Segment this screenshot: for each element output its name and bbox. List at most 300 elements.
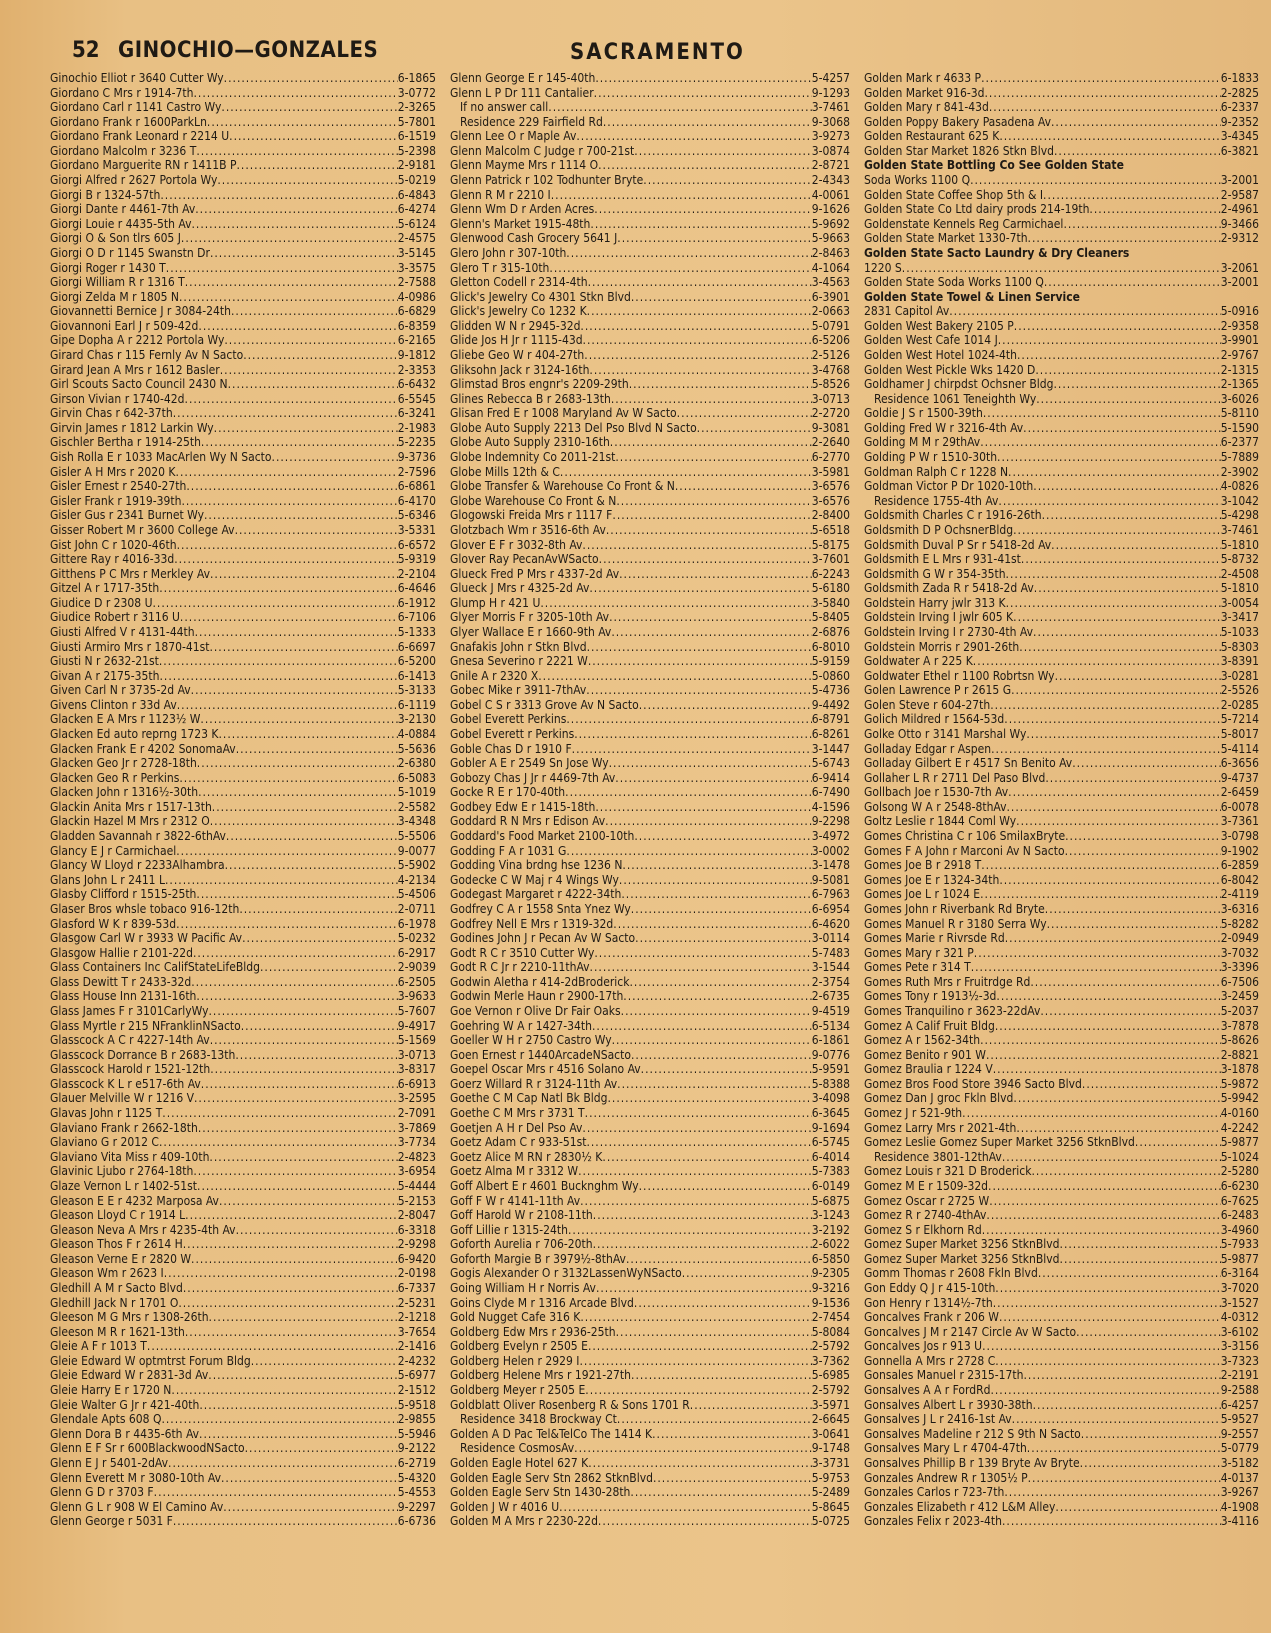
listing-entry <box>450 1266 850 1281</box>
listing-name: Godwin Merle Haun r 2900-17th <box>450 989 624 1004</box>
listing-entry <box>450 567 850 582</box>
leader-dots <box>598 158 812 173</box>
listing-name: Residence 1755-4th Av <box>874 493 999 508</box>
listing-entry <box>864 1252 1259 1267</box>
phone-number: 9-1694 <box>811 1120 850 1135</box>
leader-dots <box>991 742 1221 757</box>
listing-name: Glaviano Vita Miss r 409-10th <box>50 1149 210 1164</box>
leader-dots <box>239 902 397 917</box>
listing-entry <box>450 1281 850 1296</box>
leader-dots <box>195 202 398 217</box>
listing-name: Goethe C M Cap Natl Bk Bldg <box>450 1091 608 1106</box>
phone-number: 3-7869 <box>397 1120 436 1135</box>
phone-number: 6-1912 <box>397 595 436 610</box>
listing-name: Glero T r 315-10th <box>450 260 550 275</box>
listing-name: Gleie Edward W r 2831-3d Av <box>50 1368 209 1383</box>
listing-entry <box>450 785 850 800</box>
phone-number: 3-4116 <box>1220 1514 1259 1529</box>
listing-entry <box>50 1441 436 1456</box>
listing-entry <box>50 1325 436 1340</box>
leader-dots <box>195 625 398 640</box>
leader-dots <box>199 1427 398 1442</box>
phone-number: 5-1019 <box>397 785 436 800</box>
listing-name: Godecke C W Maj r 4 Wings Wy <box>450 872 619 887</box>
listing-name: Goforth Aurelia r 706-20th <box>450 1237 593 1252</box>
listing-entry <box>864 1281 1259 1296</box>
phone-number: 2-9855 <box>397 1412 436 1427</box>
leader-dots <box>224 333 397 348</box>
leader-dots <box>602 1150 811 1165</box>
listing-name: Golden Poppy Bakery Pasadena Av <box>864 114 1051 129</box>
listing-entry <box>450 158 850 173</box>
listing-name: Godding F A r 1031 G <box>450 843 567 858</box>
listing-name: Golen Steve r 604-27th <box>864 697 991 712</box>
leader-dots <box>610 435 812 450</box>
phone-number: 3-1478 <box>811 858 850 873</box>
phone-number: 2-8400 <box>811 508 850 523</box>
leader-dots <box>588 1339 812 1354</box>
listing-entry <box>50 975 436 990</box>
listing-entry <box>450 712 850 727</box>
leader-dots <box>1033 625 1221 640</box>
phone-number: 3-4972 <box>811 829 850 844</box>
leader-dots <box>634 829 811 844</box>
leader-dots <box>580 1310 811 1325</box>
phone-number: 3-5971 <box>811 1397 850 1412</box>
listing-entry <box>450 246 850 261</box>
listing-name: Gipe Dopha A r 2212 Portola Wy <box>50 333 225 348</box>
listing-name: Golding P W r 1510-30th <box>864 450 998 465</box>
leader-dots <box>1044 275 1221 290</box>
listing-entry <box>864 814 1259 829</box>
listing-name: Gomez R r 2740-4thAv <box>864 1208 987 1223</box>
listing-entry <box>50 596 436 611</box>
phone-number: 5-4114 <box>1220 741 1259 756</box>
listing-entry <box>50 173 436 188</box>
listing-name: Gobel C S r 3313 Grove Av N Sacto <box>450 697 639 712</box>
phone-number: 5-1024 <box>1220 1149 1259 1164</box>
leader-dots <box>186 479 397 494</box>
listing-name: Giudice Robert r 3116 U <box>50 610 180 625</box>
listing-entry <box>50 275 436 290</box>
listing-name: Gitzel A r 1717-35th <box>50 581 160 596</box>
leader-dots <box>578 1164 812 1179</box>
listing-name: Gomez Larry Mrs r 2021-4th <box>864 1120 1017 1135</box>
listing-entry <box>50 1106 436 1121</box>
leader-dots <box>1055 1500 1220 1515</box>
listing-entry <box>450 100 850 115</box>
listing-name: Gomez M E r 1509-32d <box>864 1178 989 1193</box>
phone-number: 5-4553 <box>397 1485 436 1500</box>
listing-name: Glueck Fred P Mrs r 4337-2d Av <box>450 566 620 581</box>
leader-dots <box>983 406 1221 421</box>
listing-name: Giusti Armiro Mrs r 1870-41st <box>50 639 210 654</box>
listing-entry <box>864 1150 1259 1165</box>
leader-dots <box>183 1281 398 1296</box>
listing-entry <box>864 1062 1259 1077</box>
leader-dots <box>993 1062 1221 1077</box>
leader-dots <box>995 1281 1220 1296</box>
listing-name: Goldstein Harry jwlr 313 K <box>864 595 1006 610</box>
listing-entry <box>450 873 850 888</box>
phone-number: 3-2061 <box>1220 260 1259 275</box>
phone-number: 6-6230 <box>1220 1178 1259 1193</box>
listing-entry <box>864 333 1259 348</box>
leader-dots <box>173 1514 398 1529</box>
listing-name: Globe Auto Supply 2213 Del Pso Blvd N Sacto <box>450 420 697 435</box>
phone-number: 4-0884 <box>397 727 436 742</box>
listing-name: Glenn Patrick r 102 Todhunter Bryte <box>450 173 644 188</box>
listing-name: Gleason E E r 4232 Marposa Av <box>50 1193 219 1208</box>
leader-dots <box>219 1194 398 1209</box>
listing-name: Glyer Wallace E r 1660-9th Av <box>450 624 612 639</box>
listing-entry <box>50 1456 436 1471</box>
listing-column-2 <box>450 71 850 1626</box>
listing-entry <box>864 742 1259 757</box>
listing-entry <box>450 727 850 742</box>
listing-name: Gnile A r 2320 X <box>450 668 539 683</box>
leader-dots <box>1031 1164 1220 1179</box>
listing-entry <box>864 1398 1259 1413</box>
listing-name: Girard Chas r 115 Fernly Av N Sacto <box>50 347 244 362</box>
listing-entry <box>50 377 436 392</box>
listing-entry <box>450 1019 850 1034</box>
leader-dots <box>574 727 812 742</box>
leader-dots <box>164 1266 398 1281</box>
listing-name: Gonzales Andrew R r 1305½ P <box>864 1470 1028 1485</box>
phone-number: 2-5231 <box>397 1295 436 1310</box>
phone-number: 6-3164 <box>1220 1266 1259 1281</box>
leader-dots <box>191 683 398 698</box>
listing-name: Glackin Anita Mrs r 1517-13th <box>50 799 212 814</box>
listing-name: Goldenstate Kennels Reg Carmichael <box>864 216 1064 231</box>
leader-dots <box>165 873 398 888</box>
listing-name: Glendale Apts 608 Q <box>50 1412 162 1427</box>
listing-name: Glasford W K r 839-53d <box>50 916 177 931</box>
listing-entry <box>50 552 436 567</box>
listing-entry <box>50 1500 436 1515</box>
listing-name: Godding Vina brdng hse 1236 N <box>450 858 623 873</box>
listing-entry <box>450 596 850 611</box>
listing-name: Gollaher L R r 2711 Del Paso Blvd <box>864 770 1046 785</box>
phone-number: 6-1119 <box>397 697 436 712</box>
leader-dots <box>592 1019 812 1034</box>
leader-dots <box>1023 1368 1220 1383</box>
listing-entry <box>450 1033 850 1048</box>
listing-name: Gish Rolla E r 1033 MacArlen Wy N Sacto <box>50 450 272 465</box>
phone-number: 6-2483 <box>1220 1208 1259 1223</box>
leader-dots <box>613 917 811 932</box>
listing-entry <box>50 1412 436 1427</box>
listing-name: Gomes F A John r Marconi Av N Sacto <box>864 843 1065 858</box>
listing-entry <box>450 1471 850 1486</box>
listing-entry <box>864 902 1259 917</box>
listing-entry <box>450 975 850 990</box>
phone-number: 5-9319 <box>397 552 436 567</box>
phone-number: 3-7461 <box>1220 522 1259 537</box>
listing-name: Giorgi Louie r 4435-5th Av <box>50 216 192 231</box>
leader-dots <box>1019 640 1220 655</box>
phone-number: 2-2640 <box>811 435 850 450</box>
phone-number: 3-5145 <box>397 245 436 260</box>
listing-name: Glyer Morris F r 3205-10th Av <box>450 610 610 625</box>
leader-dots <box>615 771 811 786</box>
listing-name: Gomez A Calif Fruit Bldg <box>864 1018 995 1033</box>
listing-entry <box>450 669 850 684</box>
leader-dots <box>574 1441 812 1456</box>
leader-dots <box>595 71 811 86</box>
listing-name: Goethe C M Mrs r 3731 T <box>450 1106 585 1121</box>
page-range-title: GINOCHIO—GONZALES <box>118 38 379 63</box>
phone-number: 6-2719 <box>397 1455 436 1470</box>
leader-dots <box>177 698 398 713</box>
leader-dots <box>176 844 398 859</box>
listing-name: Gon Henry r 1314½-7th <box>864 1295 993 1310</box>
leader-dots <box>1016 814 1221 829</box>
listing-name: Glenn Wm D r Arden Acres <box>450 202 595 217</box>
listing-name: Golding M M r 29thAv <box>864 435 981 450</box>
listing-name: Gladden Savannah r 3822-6thAv <box>50 829 226 844</box>
listing-entry <box>50 231 436 246</box>
listing-entry <box>864 625 1259 640</box>
listing-name: Giorgi Zelda M r 1805 N <box>50 289 179 304</box>
listing-name: Glotzbach Wm r 3516-6th Av <box>450 522 606 537</box>
leader-dots <box>615 450 811 465</box>
listing-entry <box>450 392 850 407</box>
phone-number: 6-4620 <box>811 916 850 931</box>
listing-entry <box>864 1354 1259 1369</box>
phone-number: 2-4823 <box>397 1149 436 1164</box>
leader-dots <box>1080 1456 1221 1471</box>
phone-number: 6-7506 <box>1220 974 1259 989</box>
phone-number: 9-0776 <box>811 1047 850 1062</box>
phone-number: 3-4768 <box>811 362 850 377</box>
listing-entry <box>864 508 1259 523</box>
leader-dots <box>217 173 397 188</box>
listing-name: Goehring W A r 1427-34th <box>450 1018 592 1033</box>
phone-number: 6-1833 <box>1220 71 1259 85</box>
leader-dots <box>631 1368 812 1383</box>
phone-number: 6-8791 <box>811 712 850 727</box>
listing-name: Godt R C r 3510 Cutter Wy <box>450 945 595 960</box>
leader-dots <box>176 465 398 480</box>
listing-name: Godfrey Nell E Mrs r 1319-32d <box>450 916 614 931</box>
leader-dots <box>1002 1150 1221 1165</box>
leader-dots <box>1027 1441 1221 1456</box>
listing-name: Glans John L r 2411 L <box>50 872 165 887</box>
phone-number: 3-6026 <box>1220 391 1259 406</box>
leader-dots <box>634 144 811 159</box>
listing-entry <box>50 1048 436 1063</box>
phone-number: 9-3068 <box>811 114 850 129</box>
listing-entry <box>50 421 436 436</box>
listing-name: Giordano Carl r 1141 Castro Wy <box>50 100 222 115</box>
phone-number: 5-8732 <box>1220 552 1259 567</box>
listing-name: Glero John r 307-10th <box>450 245 567 260</box>
phone-number: 6-5745 <box>811 1135 850 1150</box>
phone-number: 3-2130 <box>397 712 436 727</box>
listing-name: Gomez Super Market 3256 StknBlvd <box>864 1237 1060 1252</box>
listing-name: Gocke R E r 170-40th <box>450 785 566 800</box>
listing-entry <box>864 887 1259 902</box>
listing-entry <box>50 1223 436 1238</box>
phone-number: 5-9753 <box>811 1470 850 1485</box>
listing-entry <box>450 115 850 130</box>
listing-name: Gobel Everett r Perkins <box>450 727 575 742</box>
listing-entry <box>864 727 1259 742</box>
leader-dots <box>185 1208 398 1223</box>
leader-dots <box>210 814 398 829</box>
listing-name: Gomez Braulia r 1224 V <box>864 1062 993 1077</box>
listing-entry <box>864 275 1259 290</box>
listing-entry <box>50 188 436 203</box>
listing-entry <box>864 552 1259 567</box>
listing-name: Gonzales Elizabeth r 412 L&M Alley <box>864 1499 1056 1514</box>
phone-number: 6-7106 <box>397 610 436 625</box>
phone-number: 2-9298 <box>397 1237 436 1252</box>
listing-name: Godegast Margaret r 4222-34th <box>450 887 622 902</box>
listing-name: Golden Market 916-3d <box>864 85 985 100</box>
listing-entry <box>864 1296 1259 1311</box>
listing-entry <box>50 290 436 305</box>
phone-number: 9-4519 <box>811 1004 850 1018</box>
leader-dots <box>159 654 398 669</box>
listing-name: Gliebe Geo W r 404-27th <box>450 347 585 362</box>
leader-dots <box>1051 538 1221 553</box>
leader-dots <box>682 1266 812 1281</box>
listing-entry <box>864 158 1259 173</box>
phone-number: 6-3645 <box>811 1106 850 1121</box>
listing-column-3 <box>864 71 1259 1626</box>
listing-name: Gleeson M R r 1621-13th <box>50 1324 185 1339</box>
listing-name: Goe Vernon r Olive Dr Fair Oaks <box>450 1004 621 1018</box>
phone-number: 9-3081 <box>811 420 850 435</box>
listing-name: Golden A D Pac Tel&TelCo The 1414 K <box>450 1426 653 1441</box>
leader-dots <box>1060 1237 1221 1252</box>
phone-number: 6-2165 <box>397 333 436 348</box>
listing-entry <box>450 465 850 480</box>
listing-entry <box>864 858 1259 873</box>
phone-number: 2-1365 <box>1220 377 1259 392</box>
listing-name: Globe Indemnity Co 2011-21st <box>450 450 616 465</box>
listing-entry <box>50 1398 436 1413</box>
phone-number: 6-0149 <box>811 1178 850 1193</box>
leader-dots <box>617 1412 812 1427</box>
leader-dots <box>1004 1485 1220 1500</box>
listing-entry <box>50 392 436 407</box>
leader-dots <box>568 1223 812 1238</box>
phone-number: 6-1861 <box>811 1033 850 1048</box>
listing-name: Golding Fred W r 3216-4th Av <box>864 420 1024 435</box>
listing-name: Gledhill A M r Sacto Blvd <box>50 1280 183 1295</box>
phone-number: 2-1512 <box>397 1383 436 1398</box>
phone-number: 2-9358 <box>1220 318 1259 333</box>
leader-dots <box>616 494 811 509</box>
listing-entry <box>864 1223 1259 1238</box>
phone-number: 4-0137 <box>1220 1470 1259 1485</box>
leader-dots <box>589 363 811 378</box>
listing-entry <box>450 202 850 217</box>
listing-name: Gomes Marie r Rivrsde Rd <box>864 931 1005 946</box>
listing-name: Glacken E A Mrs r 1123½ W <box>50 712 201 727</box>
listing-name: Gogis Alexander O r 3132LassenWyNSacto <box>450 1266 682 1281</box>
listing-entry <box>864 377 1259 392</box>
listing-entry <box>450 1135 850 1150</box>
leader-dots <box>210 567 398 582</box>
listing-entry <box>50 1296 436 1311</box>
leader-dots <box>201 435 398 450</box>
listing-entry <box>864 712 1259 727</box>
listing-entry <box>450 217 850 232</box>
phone-number: 3-9633 <box>397 989 436 1004</box>
listing-name: Glidden W N r 2945-32d <box>450 318 581 333</box>
leader-dots <box>236 1223 398 1238</box>
phone-number: 2-8721 <box>811 158 850 173</box>
leader-dots <box>621 887 811 902</box>
listing-entry <box>50 610 436 625</box>
phone-number: 6-3318 <box>397 1222 436 1237</box>
listing-entry <box>864 144 1259 159</box>
leader-dots <box>185 1325 398 1340</box>
leader-dots <box>986 1208 1220 1223</box>
listing-name: Gomez Super Market 3256 StknBlvd <box>864 1251 1060 1266</box>
listing-name: Glasscock Dorrance B r 2683-13th <box>50 1047 236 1062</box>
phone-number: 3-4563 <box>811 275 850 290</box>
phone-number: 9-3466 <box>1220 216 1259 231</box>
listing-entry <box>864 1077 1259 1092</box>
phone-number: 2-2720 <box>811 406 850 421</box>
leader-dots <box>154 1485 398 1500</box>
leader-dots <box>984 86 1220 101</box>
leader-dots <box>1135 1135 1221 1150</box>
listing-name: Gitthens P C Mrs r Merkley Av <box>50 566 210 581</box>
phone-number: 3-4345 <box>1220 129 1259 144</box>
phone-number: 6-2377 <box>1220 435 1259 450</box>
listing-name: Gisler Ernest r 2540-27th <box>50 479 187 494</box>
phone-number: 3-5182 <box>1220 1455 1259 1470</box>
leader-dots <box>208 1004 397 1019</box>
phone-number: 2-3754 <box>811 974 850 989</box>
listing-entry <box>450 698 850 713</box>
listing-name: Gleason Thos F r 2614 H <box>50 1237 183 1252</box>
phone-number: 3-1544 <box>811 960 850 975</box>
phone-number: 2-4575 <box>397 231 436 246</box>
phone-number: 4-0826 <box>1220 479 1259 494</box>
listing-entry <box>864 1500 1259 1515</box>
listing-entry <box>864 1004 1259 1019</box>
listing-name: Gomes Joe B r 2918 T <box>864 858 982 873</box>
listing-entry <box>864 581 1259 596</box>
listing-entry <box>864 1456 1259 1471</box>
phone-number: 6-3241 <box>397 406 436 421</box>
leader-dots <box>1012 1412 1221 1427</box>
listing-entry <box>50 1354 436 1369</box>
listing-name: Glick's Jewelry Co 4301 Stkn Blvd <box>450 289 631 304</box>
listing-name: Goncalves Frank r 206 W <box>864 1310 999 1325</box>
phone-number: 3-1042 <box>1220 493 1259 508</box>
leader-dots <box>593 1237 812 1252</box>
listing-entry <box>450 844 850 859</box>
phone-number: 5-0725 <box>811 1514 850 1529</box>
phone-number: 6-1978 <box>397 916 436 931</box>
listing-entry <box>450 683 850 698</box>
leader-dots <box>588 1456 812 1471</box>
listing-name: Glackin Hazel M Mrs r 2312 O <box>50 814 210 829</box>
phone-number: 3-0641 <box>811 1426 850 1441</box>
listing-name: Gischler Bertha r 1914-25th <box>50 435 201 450</box>
leader-dots <box>235 523 398 538</box>
phone-number: 9-3736 <box>397 450 436 465</box>
